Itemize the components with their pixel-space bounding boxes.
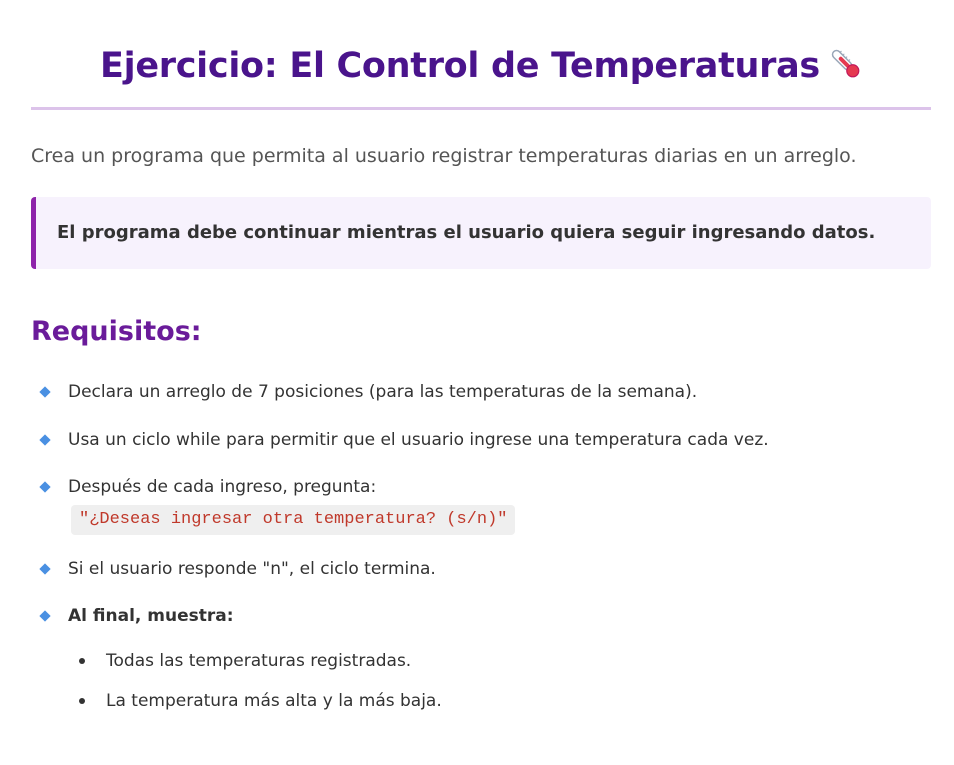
- callout-box: [31, 197, 931, 269]
- page-title: [31, 38, 931, 98]
- intro-paragraph: Crea un programa que permita al usuario registrar temperaturas diarias en un arreglo.: [31, 145, 857, 167]
- thermometer-icon: [828, 42, 862, 98]
- diamond-bullet-icon: [39, 386, 50, 397]
- sub-item-text: Todas las temperaturas registradas.: [106, 651, 412, 671]
- requirement-text: Después de cada ingreso, pregunta:: [68, 477, 377, 497]
- requirement-text: Usa un ciclo while para permitir que el usuario ingrese una temperatura cada vez.: [68, 430, 769, 450]
- title-section: [31, 38, 931, 110]
- diamond-bullet-icon: [39, 610, 50, 621]
- page-title-text: Ejercicio: El Control de Temperaturas: [100, 46, 820, 86]
- sub-item-text: La temperatura más alta y la más baja.: [106, 691, 442, 711]
- requirement-text: Al final, muestra:: [68, 606, 234, 626]
- diamond-bullet-icon: [39, 563, 50, 574]
- diamond-bullet-icon: [39, 481, 50, 492]
- bullet-dot-icon: [79, 698, 85, 704]
- callout-text: El programa debe continuar mientras el usuario quiera seguir ingresando datos.: [57, 222, 876, 243]
- requirement-text: Si el usuario responde "n", el ciclo termina.: [68, 559, 436, 579]
- requirements-heading: Requisitos:: [31, 316, 202, 347]
- diamond-bullet-icon: [39, 434, 50, 445]
- requirement-text: Declara un arreglo de 7 posiciones (para las temperaturas de la semana).: [68, 382, 698, 402]
- bullet-dot-icon: [79, 658, 85, 664]
- prompt-code: "¿Deseas ingresar otra temperatura? (s/n)": [71, 505, 515, 535]
